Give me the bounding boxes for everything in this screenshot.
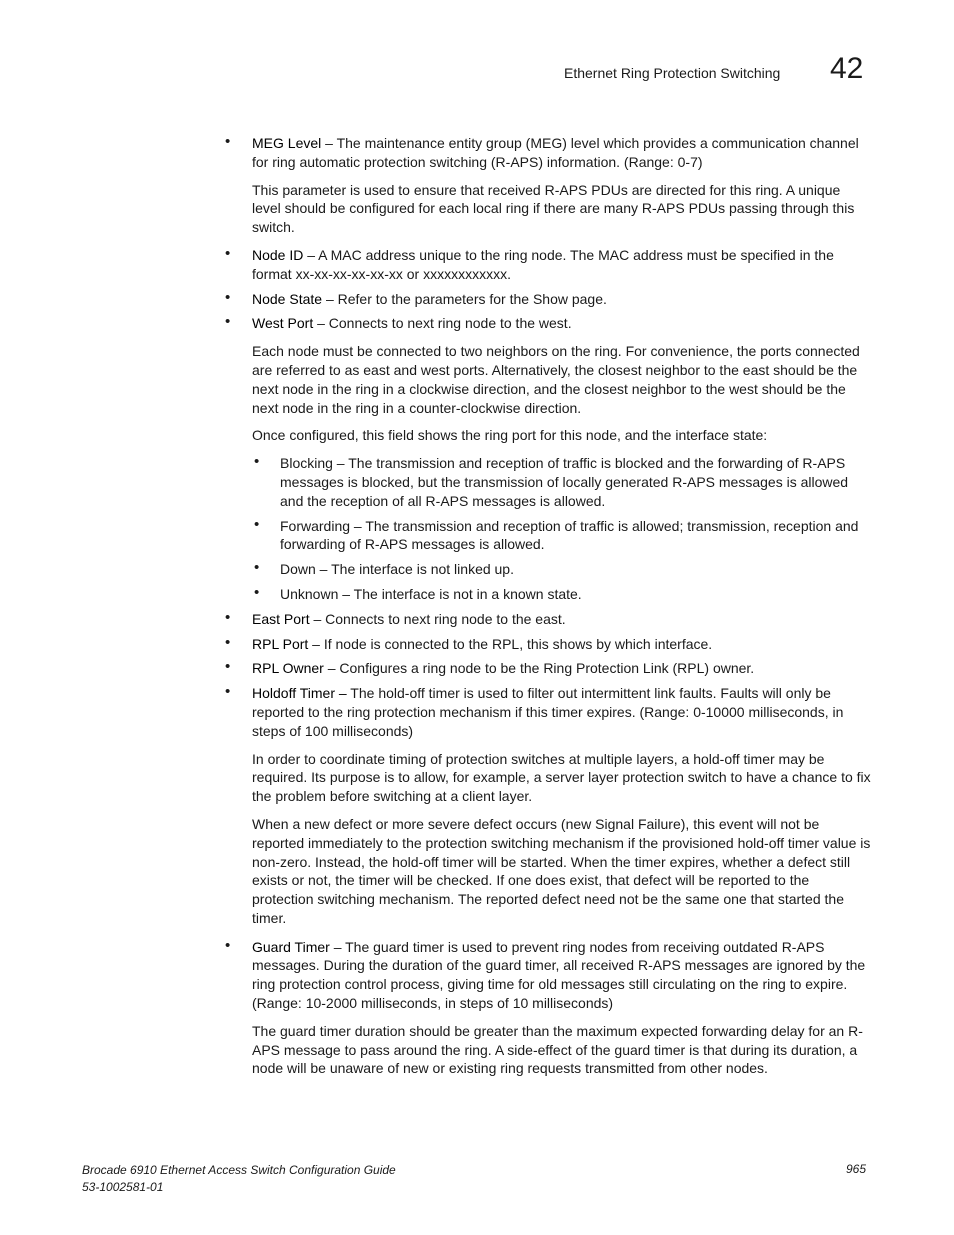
bullet-icon: •: [225, 133, 231, 150]
description: Forwarding – The transmission and reception of traffic is allowed; transmission, reception and forwarding of R-APS messages is allowed.: [280, 517, 859, 553]
term: RPL Port: [252, 635, 309, 652]
bullet-icon: •: [225, 608, 231, 626]
bullet-icon: •: [225, 244, 231, 262]
paragraph: This parameter is used to ensure that received R-APS PDUs are directed for this ring. A unique level should be configured for each local ring if there are many R-APS PDUs passing through this switch.: [252, 181, 855, 236]
chapter-title: Ethernet Ring Protection Switching: [564, 65, 781, 81]
description: The hold-off timer is used to filter out intermittent link faults. Faults will only be reported to the ring protection mechanism if this timer expires. (Range: 0-10000 milliseconds, in steps of 100 milliseconds): [252, 685, 844, 739]
paragraph: Once configured, this field shows the ring port for this node, and the interface state:: [252, 427, 768, 444]
description: Blocking – The transmission and reception of traffic is blocked and the forwarding of R-APS messages is blocked, but the transmission of locally generated R-APS messages is allowed and the reception of all R-APS messages is allowed.: [280, 455, 849, 509]
bullet-icon: •: [225, 936, 231, 954]
description: – The maintenance entity group (MEG) level which provides a communication channel for ring automatic protection switching (R-APS) information. (Range: 0-7): [252, 135, 859, 170]
term: East Port: [252, 610, 310, 627]
bullet-icon: •: [225, 658, 231, 676]
page-number: 965: [846, 1162, 867, 1176]
bullet-icon: •: [254, 515, 260, 533]
term: RPL Owner: [252, 660, 324, 677]
page-body: [225, 133, 872, 1087]
list-item-node-id: [225, 244, 872, 284]
bullet-icon: •: [254, 583, 260, 601]
term: West Port: [252, 315, 314, 332]
list-item-holdoff-timer: [225, 683, 872, 740]
paragraph: When a new defect or more severe defect occurs (new Signal Failure), this event will not be reported immediately to the protection switching mechanism if the provisioned hold-off timer value is non-zero. Instead, the hold-off timer will be started. When the timer expires, whether a defect still exists or not, the timer will be checked. If one does exist, that defect will be reported to the protection switching mechanism. The reported defect need not be the same one that started the timer.: [252, 815, 871, 926]
description: – Configures a ring node to be the Ring Protection Link (RPL) owner.: [323, 660, 755, 677]
list-item-rpl-port: [225, 633, 872, 654]
sub-item-blocking: [252, 454, 872, 510]
bullet-icon: •: [254, 453, 260, 471]
bullet-icon: •: [225, 288, 231, 306]
bullet-icon: •: [254, 559, 260, 577]
sub-item-down: [252, 560, 872, 579]
footer-doc-number: 53-1002581-01: [82, 1180, 164, 1194]
term: Holdoff Timer –: [252, 685, 347, 702]
term: MEG Level: [252, 135, 322, 151]
description: Unknown – The interface is not in a known state.: [280, 585, 582, 602]
description: – Connects to next ring node to the east.: [309, 610, 566, 627]
term: Guard Timer: [252, 938, 330, 955]
bullet-icon: •: [225, 683, 231, 701]
list-item-node-state: [225, 288, 872, 309]
description: – The guard timer is used to prevent ring nodes from receiving outdated R-APS messages. During the duration of the guard timer, all received R-APS messages are ignored by the ring protection control process, giving time for old messages still circulating on the ring to expire. (Range: 10-2000 milliseconds, in steps of 10 milliseconds): [252, 938, 866, 1012]
term: Node State: [252, 290, 323, 307]
list-item-east-port: [225, 608, 872, 629]
chapter-number: 42: [830, 52, 864, 85]
bullet-icon: •: [225, 633, 231, 651]
bullet-icon: •: [225, 313, 231, 331]
description: – If node is connected to the RPL, this shows by which interface.: [308, 635, 713, 652]
sub-item-unknown: [252, 585, 872, 604]
description: – A MAC address unique to the ring node. The MAC address must be specified in the format xx-xx-xx-xx-xx-xx or xxxxxxxxxxxx.: [252, 246, 834, 282]
list-item-meg-level: [225, 133, 872, 172]
paragraph: Each node must be connected to two neighbors on the ring. For convenience, the ports connected are referred to as east and west ports. Alternatively, the closest neighbor to the east should be the next node in the ring in a clockwise direction, and the closest neighbor to the west should be the next node in the ring in a counter-clockwise direction.: [252, 343, 860, 416]
list-item-rpl-owner: [225, 658, 872, 678]
sub-item-forwarding: [252, 517, 872, 555]
footer-doc-info: [82, 1162, 396, 1196]
paragraph: The guard timer duration should be greater than the maximum expected forwarding delay for an R-APS message to pass around the ring. A side-effect of the guard timer is that during its duration, a node will be unaware of new or existing ring requests transmitted from other nodes.: [252, 1022, 863, 1077]
description: – Connects to next ring node to the west.: [313, 315, 572, 332]
list-item-west-port: [225, 313, 872, 333]
description: – Refer to the parameters for the Show page.: [322, 290, 607, 307]
paragraph: In order to coordinate timing of protection switches at multiple layers, a hold-off timer may be required. Its purpose is to allow, for example, a server layer protection switch to have a chance to fix the problem before switching at a client layer.: [252, 750, 871, 805]
list-item-guard-timer: [225, 936, 872, 1013]
footer-doc-title: Brocade 6910 Ethernet Access Switch Configuration Guide: [82, 1163, 396, 1177]
term: Node ID: [252, 246, 304, 263]
description: Down – The interface is not linked up.: [280, 561, 514, 578]
